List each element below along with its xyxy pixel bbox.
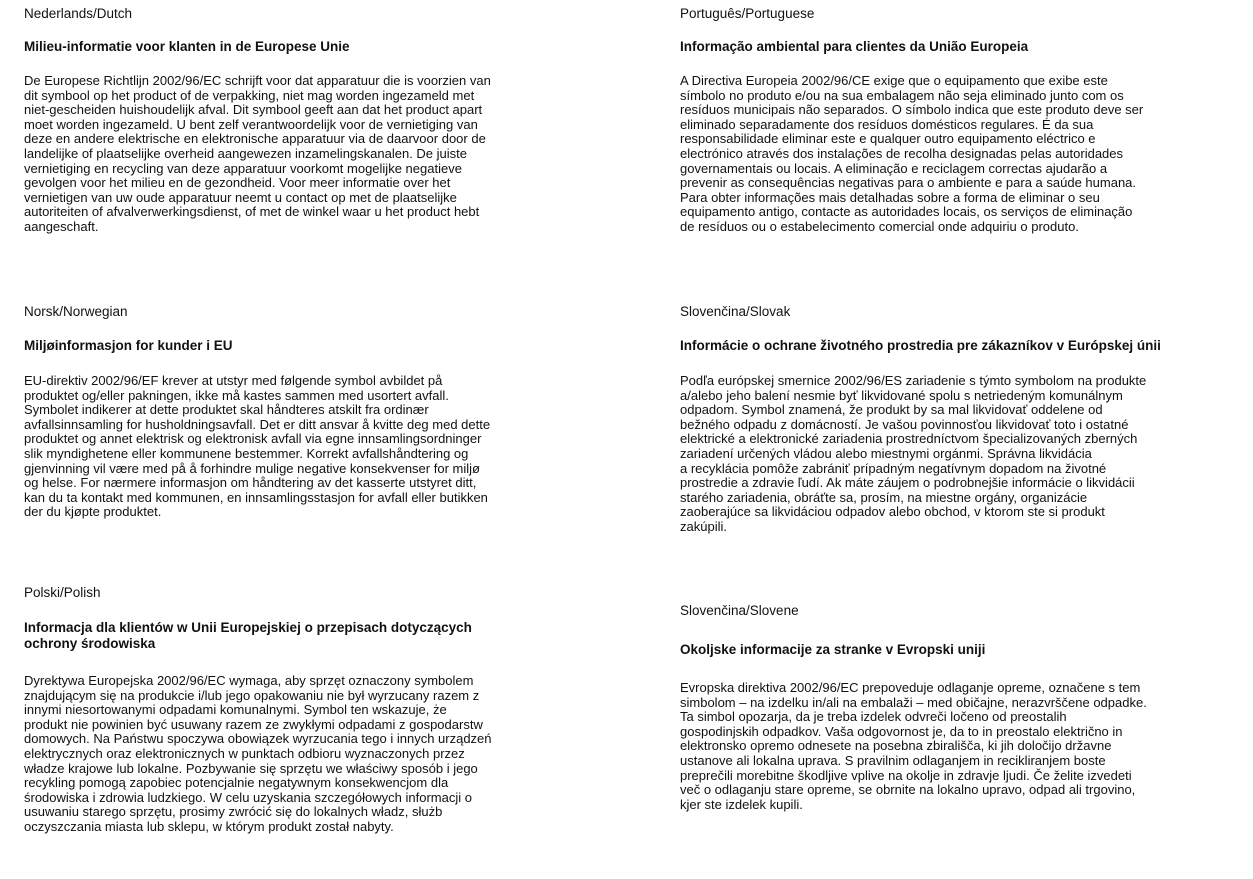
body-line: domowych. Na Państwu spoczywa obowiązek wyrzucania tego i innych urządzeń [24, 731, 492, 747]
body-line: usuwaniu starego sprzętu, prosimy zwrócić się do lokalnych władz, służb [24, 804, 443, 820]
body-line: eliminado separadamente dos resíduos domésticos regulares. É da sua [680, 116, 1094, 132]
language-label-slovene: Slovenčina/Slovene [680, 603, 799, 618]
body-line: bežného odpadu z domácností. Je vašou povinnosťou likvidovať toto i ostatné [680, 416, 1129, 432]
body-line: resíduos municipais não separados. O símbolo indica que este produto deve ser [680, 102, 1144, 118]
body-line: preprečili morebitne škodljive vplive na okolje in zdravje ljudi. Če želite izvedeti [680, 767, 1132, 783]
body-line: A Directiva Europeia 2002/96/CE exige que o equipamento que exibe este [680, 73, 1108, 88]
body-line: oczyszczania miasta lub sklepu, w którym produkt został nabyty. [24, 818, 394, 834]
body-line: produktet og annet elektrisk og elektronisk avfall via egne innsamlingsordninger [24, 431, 482, 447]
body-line: slik myndighetene eller kommunene bestemmer. Korrekt avfallshåndtering og [24, 445, 469, 461]
body-line: recykling pomogą zapobiec potencjalnie negatywnym konsekwencjom dla [24, 775, 449, 791]
heading-slovene: Okoljske informacije za stranke v Evropski uniji [680, 642, 986, 657]
body-line: EU-direktiv 2002/96/EF krever at utstyr med følgende symbol avbildet på [24, 373, 443, 388]
body-line: electrónico através dos instalações de recolha designadas pelas autoridades [680, 145, 1124, 161]
body-line: aangeschaft. [24, 218, 99, 234]
body-line: autoriteiten of afvalverwerkingsdienst, of met de winkel waar u het product hebt [24, 204, 480, 220]
body-line: Evropska direktiva 2002/96/EC prepoveduje odlaganje opreme, označene s tem [680, 680, 1141, 695]
body-line: moet worden ingezameld. U bent zelf verantwoordelijk voor de vernietiging van [24, 116, 478, 132]
body-line: Podľa európskej smernice 2002/96/ES zariadenie s týmto symbolom na produkte [680, 373, 1147, 388]
body-line: gevolgen voor het milieu en de gezondheid. Voor meer informatie over het [24, 175, 451, 191]
body-line: prostredie a zdravie ľudí. Ak máte záujem o podrobnejšie informácie o likvidácii [680, 475, 1135, 491]
body-line: produktet og/eller pakningen, ikke må kastes sammen med usortert avfall. [24, 387, 449, 403]
body-line: Para obter informações mais detalhadas sobre a forma de eliminar o seu [680, 189, 1100, 205]
body-line: De Europese Richtlijn 2002/96/EC schrijft voor dat apparatuur die is voorzien van [24, 73, 491, 88]
heading-portuguese: Informação ambiental para clientes da União Europeia [680, 39, 1029, 54]
body-line: Ta simbol opozarja, da je treba izdelek odvreči ločeno od preostalih [680, 709, 1067, 725]
body-line: equipamento antigo, contacte as autoridades locais, os serviços de eliminação [680, 204, 1133, 220]
body-line: władze krajowe lub lokalne. Pozbywanie się sprzętu we właściwy sposób i jego [24, 760, 478, 776]
body-line: starého zariadenia, obráťte sa, prosím, na miestne orgány, organizácie [680, 489, 1088, 505]
body-line: zaoberajúce sa likvidáciou odpadov alebo obchod, v ktorom ste si produkt [680, 504, 1105, 520]
body-line: der du kjøpte produktet. [24, 504, 162, 520]
body-line: Dyrektywa Europejska 2002/96/EC wymaga, aby sprzęt oznaczony symbolem [24, 673, 474, 688]
body-line: avfallsinnsamling for husholdningsavfall. Det er ditt ansvar å kvitte deg med dette [24, 416, 491, 432]
body-line: responsabilidade eliminar este e qualquer outro equipamento eléctrico e [680, 131, 1096, 147]
heading-polish [24, 620, 472, 652]
body-line: gjenvinning vil være med på å forhindre mulige negative konsekvenser for miljø [24, 460, 480, 476]
body-line: og helse. For nærmere informasjon om håndtering av det kasserte utstyret ditt, [24, 475, 477, 491]
body-line: gospodinjskih odpadkov. Vaša odgovornost je, da to in preostalo električno in [680, 723, 1123, 739]
body-line: innymi niesortowanymi odpadami komunalnymi. Symbol ten wskazuje, że [24, 702, 447, 718]
language-label-dutch: Nederlands/Dutch [24, 6, 133, 21]
body-line: odpadom. Symbol znamená, že produkt by sa mal likvidovať oddelene od [680, 402, 1103, 418]
body-line: Symbolet indikerer at dette produktet skal håndteres atskilt fra ordinær [24, 402, 429, 418]
body-portuguese [680, 74, 1143, 235]
body-line: governamentais ou locais. A eliminação e reciclagem correctas ajudarão a [680, 160, 1108, 176]
body-line: simbolom – na izdelku in/ali na embalaži – med običajne, nerazvrščene odpadke. [680, 694, 1147, 710]
heading-dutch: Milieu-informatie voor klanten in de Europese Unie [24, 39, 350, 54]
body-line: elektronsko opremo odnesete na posebna zbirališča, ki jih določijo državne [680, 738, 1112, 754]
body-polish [24, 674, 492, 835]
body-line: znajdującym się na produkcie i/lub jego opakowaniu nie był wyrzucany razem z [24, 687, 480, 703]
body-line: več o odlaganju stare opreme, se obrnite na lokalno upravo, odpad ali trgovino, [680, 782, 1136, 798]
language-label-slovak: Slovenčina/Slovak [680, 304, 791, 319]
body-line: elektrycznych oraz elektronicznych w punktach odbioru wyznaczonych przez [24, 745, 465, 761]
body-norwegian [24, 374, 490, 520]
body-line: landelijke of plaatselijke overheid aangewezen inzamelingskanalen. De juiste [24, 145, 467, 161]
body-line: de resíduos ou o estabelecimento comercial onde adquiriu o produto. [680, 218, 1079, 234]
body-line: produkt nie powinien być usuwany razem ze zwykłymi odpadami z gospodarstw [24, 716, 483, 732]
body-line: dit symbool op het product of de verpakking, niet mag worden ingezameld met [24, 87, 475, 103]
body-line: símbolo no produto e/ou na sua embalagem não seja eliminado junto com os [680, 87, 1124, 103]
body-line: kjer ste izdelek kupili. [680, 796, 803, 812]
heading-norwegian: Miljøinformasjon for kunder i EU [24, 338, 233, 353]
body-slovene [680, 681, 1147, 812]
body-line: vernietigen van uw oude apparatuur neemt u contact op met de plaatselijke [24, 189, 457, 205]
body-dutch [24, 74, 491, 235]
body-line: środowiska i zdrowia ludzkiego. W celu uzyskania szczegółowych informacji o [24, 789, 472, 805]
body-line: elektrické a elektronické zariadenia prostredníctvom špecializovaných zberných [680, 431, 1138, 447]
body-line: ustanove ali lokalna uprava. S pravilnim odlaganjem in recikliranjem boste [680, 752, 1106, 768]
heading-line: Informacja dla klientów w Unii Europejskiej o przepisach dotyczących [24, 620, 472, 635]
heading-slovak: Informácie o ochrane životného prostredia pre zákazníkov v Európskej únii [680, 338, 1161, 353]
language-label-polish: Polski/Polish [24, 585, 101, 600]
body-line: vernietiging en recycling van deze apparatuur voorkomt mogelijke negatieve [24, 160, 462, 176]
body-line: kan du ta kontakt med kommunen, en innsamlingsstasjon for avfall eller butikken [24, 489, 488, 505]
language-label-portuguese: Português/Portuguese [680, 6, 815, 21]
body-line: deze en andere elektrische en elektronische apparatuur via de daarvoor door de [24, 131, 486, 147]
body-slovak [680, 374, 1146, 535]
body-line: a/alebo jeho balení nesmie byť likvidované spolu s netriedeným komunálnym [680, 387, 1123, 403]
body-line: zariadení určených vládou alebo miestnymi orgánmi. Správna likvidácia [680, 445, 1092, 461]
body-line: niet-gescheiden huishoudelijk afval. Dit symbool geeft aan dat het product apart [24, 102, 483, 118]
language-label-norwegian: Norsk/Norwegian [24, 304, 128, 319]
body-line: zakúpili. [680, 518, 727, 534]
body-line: prevenir as consequências negativas para o ambiente e para a saúde humana. [680, 175, 1137, 191]
heading-line: ochrony środowiska [24, 636, 156, 651]
body-line: a recyklácia pomôže zabrániť prípadným negatívnym dopadom na životné [680, 460, 1107, 476]
